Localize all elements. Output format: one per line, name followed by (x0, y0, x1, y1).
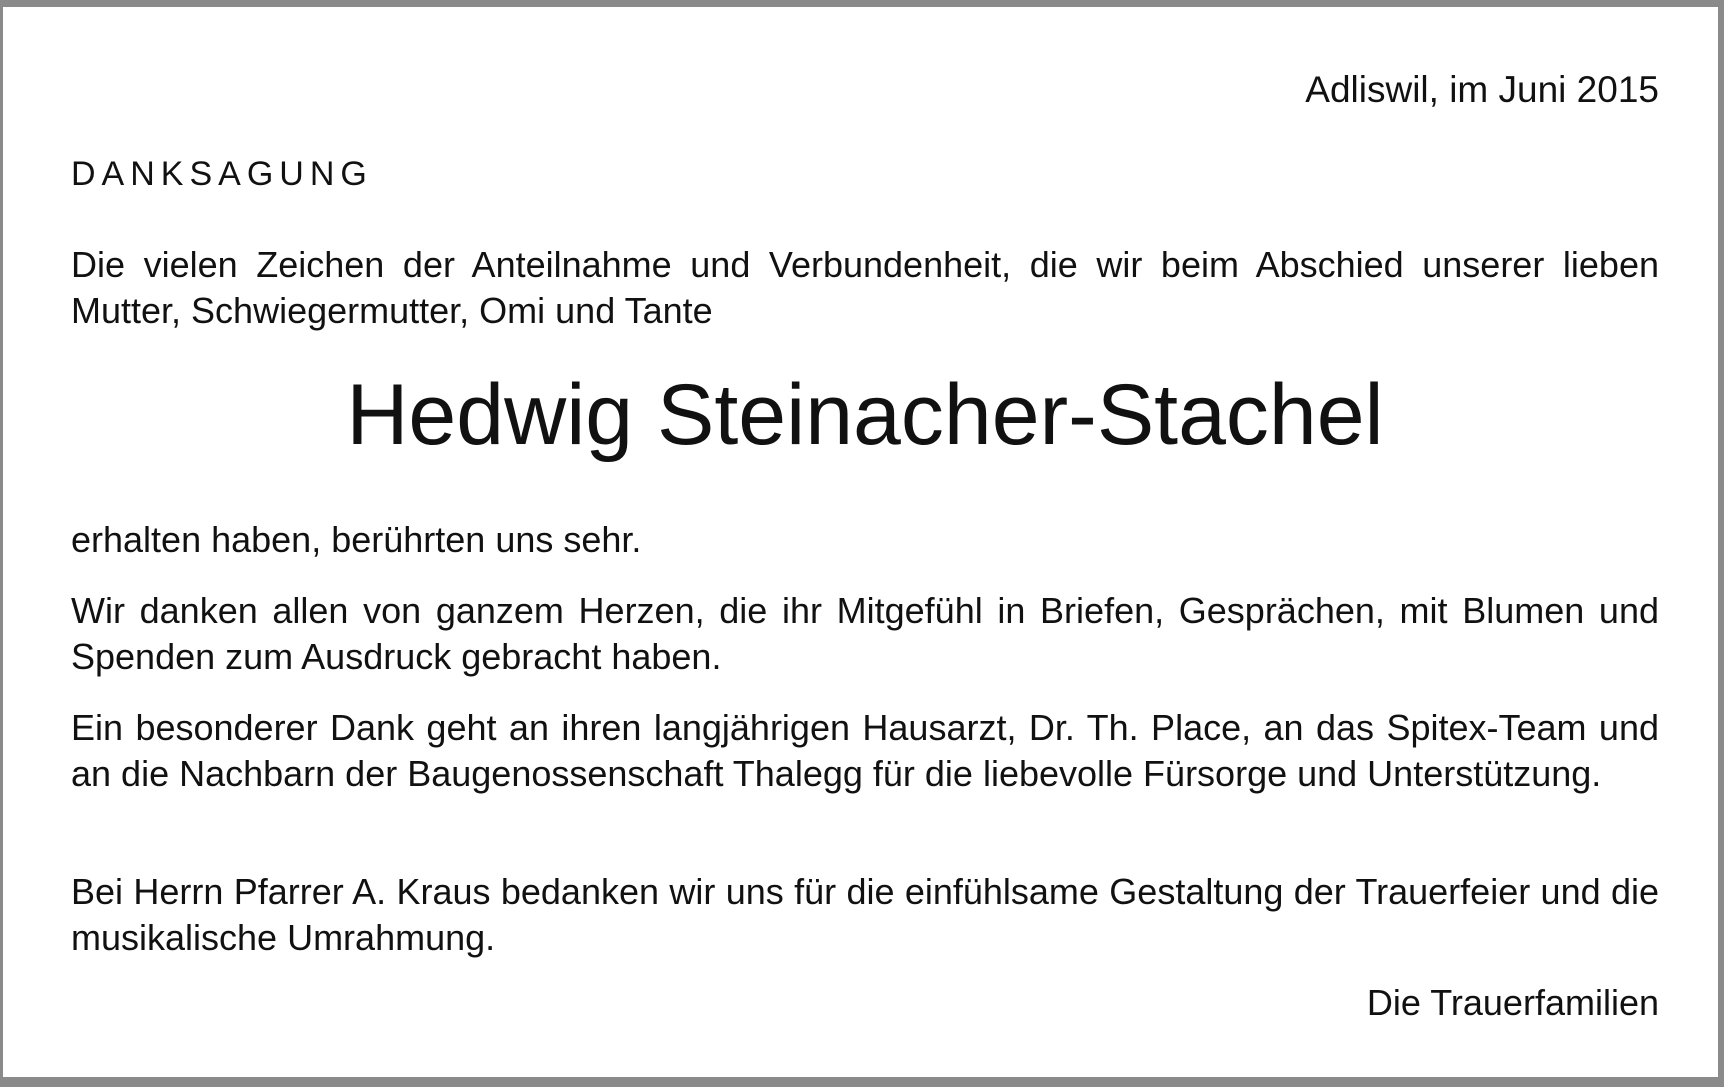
notice-heading: DANKSAGUNG (71, 155, 373, 193)
deceased-name: Hedwig Steinacher-Stachel (346, 367, 1384, 463)
intro-paragraph: Die vielen Zeichen der Anteilnahme und Verbundenheit, die wir beim Abschied unserer lieben Mutter, Schwiegermutter, Omi und Tante (71, 244, 1659, 331)
thanks-paragraph: Wir danken allen von ganzem Herzen, die ihr Mitgefühl in Briefen, Gesprächen, mit Blumen und Spenden zum Ausdruck gebracht haben. (71, 590, 1659, 677)
pastor-thanks-paragraph: Bei Herrn Pfarrer A. Kraus bedanken wir uns für die einfühlsame Gestaltung der Trauerfeier und die musikalische Umrahmung. (71, 871, 1659, 958)
special-thanks-paragraph: Ein besonderer Dank geht an ihren langjährigen Hausarzt, Dr. Th. Place, an das Spitex-Team und an die Nachbarn der Baugenossenschaft Thalegg für die liebevolle Fürsorge und Unterstützung. (71, 707, 1659, 794)
signature: Die Trauerfamilien (1366, 982, 1659, 1023)
place-date: Adliswil, im Juni 2015 (1305, 69, 1659, 110)
after-name-paragraph: erhalten haben, berührten uns sehr. (71, 519, 642, 560)
